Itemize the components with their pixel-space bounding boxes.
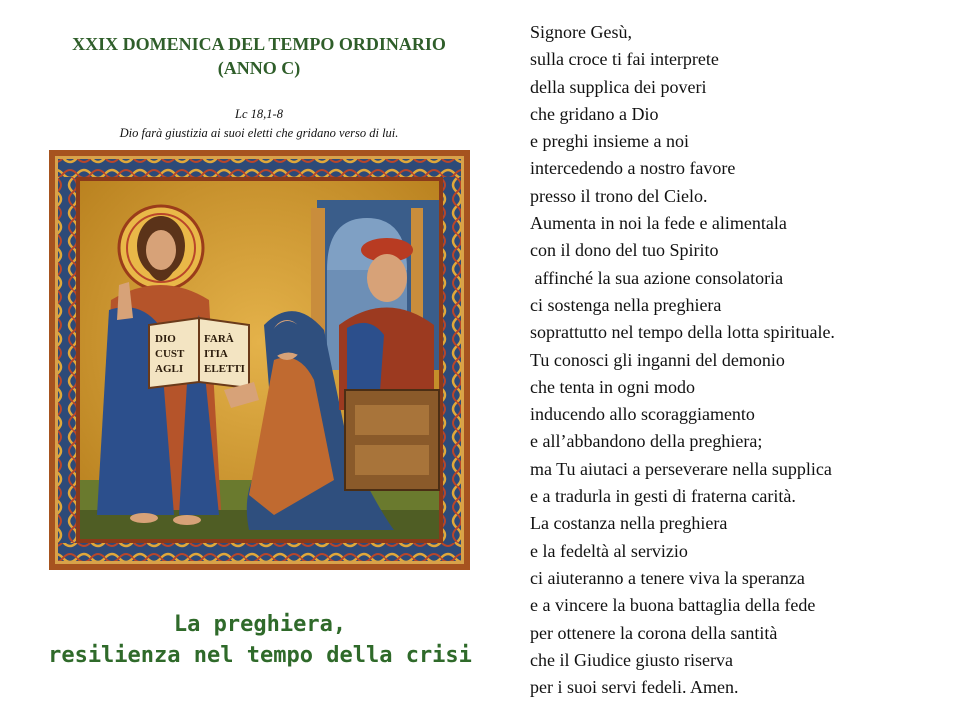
page-title-year: (ANNO C) xyxy=(217,58,301,78)
gospel-reference-text: Dio farà giustizia ai suoi eletti che gridano verso di lui. xyxy=(119,126,399,140)
gospel-reference: Lc 18,1-8 xyxy=(235,107,283,121)
prayer-line: Signore Gesù, xyxy=(530,22,632,42)
prayer-line: e la fedeltà al servizio xyxy=(530,540,688,561)
prayer-line: che il Giudice giusto riserva xyxy=(530,649,733,670)
book-left-line-2: CUST xyxy=(155,348,185,360)
book-right-line-3: ELETTI xyxy=(204,363,245,375)
book-left-line-1: DIO xyxy=(155,333,176,345)
prayer-line: e a vincere la buona battaglia della fede xyxy=(530,595,816,616)
page-title: XXIX DOMENICA DEL TEMPO ORDINARIO xyxy=(72,34,446,54)
prayer-line: con il dono del tuo Spirito xyxy=(530,240,719,261)
subtitle-line-1: La preghiera, xyxy=(173,612,347,637)
prayer-line: sulla croce ti fai interprete xyxy=(530,49,719,70)
prayer-line: della supplica dei poveri xyxy=(530,76,707,97)
prayer-line: affinché la sua azione consolatoria xyxy=(530,267,784,288)
prayer-line: presso il trono del Cielo. xyxy=(530,185,708,206)
prayer-line: e a tradurla in gesti di fraterna carità. xyxy=(530,486,796,507)
prayer-line: che gridano a Dio xyxy=(530,103,659,124)
prayer-line: ma Tu aiutaci a perseverare nella supplica xyxy=(530,458,832,479)
prayer-line: Aumenta in noi la fede e alimentala xyxy=(530,213,787,234)
prayer-line: intercedendo a nostro favore xyxy=(530,158,736,179)
icon-illustration xyxy=(49,150,470,570)
subtitle-line-2: resilienza nel tempo della crisi xyxy=(48,643,472,668)
book-right-line-1: FARÀ xyxy=(204,333,234,345)
prayer-line: che tenta in ogni modo xyxy=(530,376,695,397)
prayer-line: soprattutto nel tempo della lotta spirituale. xyxy=(530,322,835,343)
book-right-line-2: ITIA xyxy=(204,348,228,360)
prayer-line: ci aiuteranno a tenere viva la speranza xyxy=(530,567,805,588)
prayer-text xyxy=(530,19,950,701)
prayer-line: per ottenere la corona della santità xyxy=(530,622,778,643)
prayer-line: La costanza nella preghiera xyxy=(530,513,728,534)
prayer-line: Tu conosci gli inganni del demonio xyxy=(530,349,785,370)
prayer-line: e preghi insieme a noi xyxy=(530,131,689,152)
prayer-line: e all’abbandono della preghiera; xyxy=(530,431,763,452)
prayer-line: per i suoi servi fedeli. Amen. xyxy=(530,677,739,698)
prayer-line: ci sostenga nella preghiera xyxy=(530,294,722,315)
prayer-line: inducendo allo scoraggiamento xyxy=(530,404,755,425)
book-left-line-3: AGLI xyxy=(155,363,184,375)
